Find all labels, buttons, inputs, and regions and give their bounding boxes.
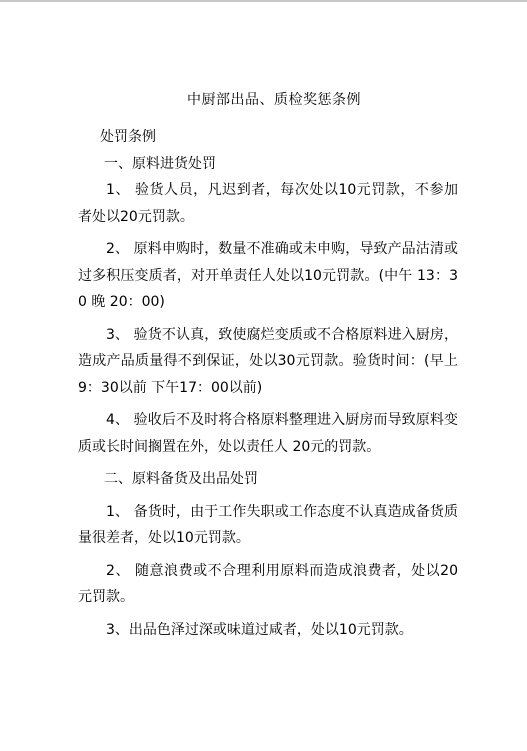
document-body <box>78 90 458 643</box>
clause-purchasing-2: 2、 原料申购时，数量不准确或未申购，导致产品沽清或过多积压变质者，对开单责任人处以10元罚款。(中午 13：30 晚 20：00) <box>78 241 458 310</box>
clause-prep-3: 3、出品色泽过深或味道过咸者，处以10元罚款。 <box>106 621 413 638</box>
clause-purchasing-4: 4、 验收后不及时将合格原料整理进入厨房而导致原料变质或长时间搁置在外，处以责任人 20元的罚款。 <box>78 412 458 455</box>
section-heading-penalties: 处罚条例 <box>100 129 156 145</box>
clause-purchasing-1: 1、 验货人员，凡迟到者，每次处以10元罚款，不参加者处以20元罚款。 <box>78 182 458 225</box>
clause-prep-2: 2、 随意浪费或不合理利用原料而造成浪费者，处以20元罚款。 <box>78 562 458 605</box>
clause-prep-1: 1、 备货时，由于工作失职或工作态度不认真造成备货质量很差者，处以10元罚款。 <box>78 503 458 546</box>
section-heading-prep-output: 二、原料备货及出品处罚 <box>104 471 258 487</box>
document-title: 中厨部出品、质检奖惩条例 <box>187 92 361 108</box>
clause-purchasing-3: 3、 验货不认真，致使腐烂变质或不合格原料进入厨房，造成产品质量得不到保证，处以30元罚款。验货时间：(早上 9：30以前 下午17：00以前) <box>78 326 458 396</box>
section-heading-purchasing: 一、原料进货处罚 <box>104 155 216 172</box>
page-top-border <box>0 0 527 2</box>
